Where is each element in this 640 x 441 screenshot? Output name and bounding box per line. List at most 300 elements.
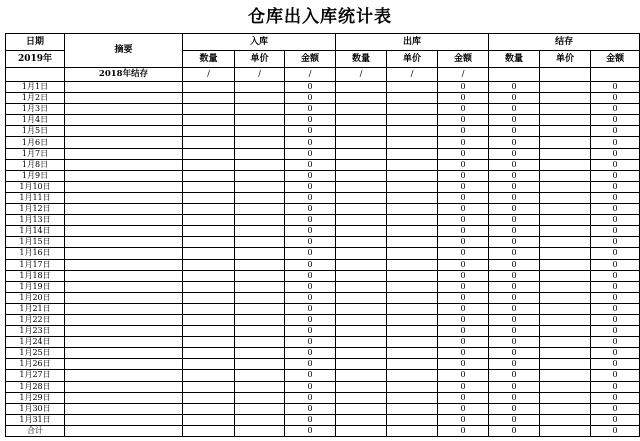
in-price-cell[interactable] [235,159,285,170]
in-amount-cell[interactable]: 0 [285,170,336,181]
in-amount-cell[interactable]: 0 [285,204,336,215]
stock-qty-cell[interactable]: 0 [489,215,540,226]
in-qty-cell[interactable] [183,181,235,192]
out-qty-cell[interactable] [336,204,387,215]
stock-price-cell[interactable] [540,159,591,170]
out-amount-cell[interactable]: 0 [438,425,489,436]
out-qty-cell[interactable] [336,381,387,392]
out-amount-cell[interactable]: 0 [438,348,489,359]
out-price-cell[interactable] [387,237,438,248]
in-qty-cell[interactable] [183,303,235,314]
date-cell[interactable]: 1月25日 [6,348,65,359]
out-price-cell[interactable] [387,359,438,370]
date-cell[interactable]: 1月27日 [6,370,65,381]
out-amount-cell[interactable]: 0 [438,159,489,170]
in-qty-header[interactable]: 数量 [183,51,235,68]
in-amount-cell[interactable]: 0 [285,159,336,170]
out-amount-cell[interactable]: 0 [438,192,489,203]
out-qty-cell[interactable] [336,348,387,359]
stock-amount-cell[interactable]: 0 [591,181,640,192]
stock-price-cell[interactable] [540,237,591,248]
in-amount-cell[interactable]: 0 [285,115,336,126]
out-price-cell[interactable] [387,115,438,126]
stock-qty-cell[interactable]: 0 [489,170,540,181]
carry-out-price-cell[interactable]: / [387,68,438,82]
stock-qty-cell[interactable]: 0 [489,326,540,337]
in-price-cell[interactable] [235,104,285,115]
in-qty-cell[interactable] [183,414,235,425]
in-amount-cell[interactable]: 0 [285,237,336,248]
stock-amount-cell[interactable]: 0 [591,414,640,425]
out-price-cell[interactable] [387,93,438,104]
out-price-cell[interactable] [387,148,438,159]
out-price-cell[interactable] [387,326,438,337]
in-group-header[interactable]: 入库 [183,34,336,51]
stock-price-cell[interactable] [540,148,591,159]
out-amount-cell[interactable]: 0 [438,292,489,303]
out-qty-cell[interactable] [336,137,387,148]
stock-price-header[interactable]: 单价 [540,51,591,68]
in-price-cell[interactable] [235,292,285,303]
out-qty-cell[interactable] [336,170,387,181]
in-price-cell[interactable] [235,237,285,248]
in-price-cell[interactable] [235,425,285,436]
in-qty-cell[interactable] [183,403,235,414]
carry-stock-qty-cell[interactable] [489,68,540,82]
date-cell[interactable]: 1月9日 [6,170,65,181]
in-price-cell[interactable] [235,137,285,148]
out-qty-cell[interactable] [336,226,387,237]
summary-cell[interactable] [65,370,183,381]
out-price-cell[interactable] [387,370,438,381]
stock-amount-cell[interactable]: 0 [591,292,640,303]
stock-qty-cell[interactable]: 0 [489,403,540,414]
summary-cell[interactable] [65,159,183,170]
in-qty-cell[interactable] [183,170,235,181]
carry-date-cell[interactable] [6,68,65,82]
out-price-header[interactable]: 单价 [387,51,438,68]
in-price-cell[interactable] [235,314,285,325]
in-amount-cell[interactable]: 0 [285,359,336,370]
stock-price-cell[interactable] [540,104,591,115]
out-qty-cell[interactable] [336,359,387,370]
summary-cell[interactable] [65,326,183,337]
in-amount-cell[interactable]: 0 [285,370,336,381]
in-qty-cell[interactable] [183,259,235,270]
out-qty-cell[interactable] [336,392,387,403]
stock-qty-cell[interactable]: 0 [489,259,540,270]
stock-price-cell[interactable] [540,348,591,359]
in-qty-cell[interactable] [183,381,235,392]
out-amount-cell[interactable]: 0 [438,237,489,248]
date-cell[interactable]: 合计 [6,425,65,436]
in-price-cell[interactable] [235,148,285,159]
out-qty-cell[interactable] [336,181,387,192]
in-amount-header[interactable]: 金额 [285,51,336,68]
out-price-cell[interactable] [387,126,438,137]
summary-cell[interactable] [65,270,183,281]
summary-cell[interactable] [65,137,183,148]
in-price-cell[interactable] [235,281,285,292]
summary-cell[interactable] [65,403,183,414]
stock-amount-cell[interactable]: 0 [591,104,640,115]
in-qty-cell[interactable] [183,126,235,137]
summary-cell[interactable] [65,337,183,348]
stock-qty-cell[interactable]: 0 [489,248,540,259]
stock-qty-cell[interactable]: 0 [489,414,540,425]
in-amount-cell[interactable]: 0 [285,82,336,93]
stock-price-cell[interactable] [540,314,591,325]
stock-qty-cell[interactable]: 0 [489,204,540,215]
summary-cell[interactable] [65,381,183,392]
stock-price-cell[interactable] [540,281,591,292]
in-amount-cell[interactable]: 0 [285,425,336,436]
stock-amount-cell[interactable]: 0 [591,359,640,370]
out-amount-cell[interactable]: 0 [438,359,489,370]
in-amount-cell[interactable]: 0 [285,314,336,325]
carry-stock-amount-cell[interactable] [591,68,640,82]
out-amount-cell[interactable]: 0 [438,226,489,237]
stock-amount-cell[interactable]: 0 [591,381,640,392]
stock-qty-cell[interactable]: 0 [489,137,540,148]
stock-amount-header[interactable]: 金额 [591,51,640,68]
stock-amount-cell[interactable]: 0 [591,425,640,436]
in-qty-cell[interactable] [183,226,235,237]
date-cell[interactable]: 1月8日 [6,159,65,170]
date-cell[interactable]: 1月6日 [6,137,65,148]
in-qty-cell[interactable] [183,237,235,248]
in-price-cell[interactable] [235,248,285,259]
date-cell[interactable]: 1月26日 [6,359,65,370]
stock-qty-cell[interactable]: 0 [489,359,540,370]
in-qty-cell[interactable] [183,93,235,104]
stock-amount-cell[interactable]: 0 [591,370,640,381]
stock-price-cell[interactable] [540,137,591,148]
date-cell[interactable]: 1月23日 [6,326,65,337]
summary-cell[interactable] [65,237,183,248]
in-price-header[interactable]: 单价 [235,51,285,68]
date-cell[interactable]: 1月20日 [6,292,65,303]
summary-cell[interactable] [65,126,183,137]
carry-stock-price-cell[interactable] [540,68,591,82]
stock-amount-cell[interactable]: 0 [591,170,640,181]
summary-cell[interactable] [65,392,183,403]
out-amount-cell[interactable]: 0 [438,381,489,392]
out-price-cell[interactable] [387,392,438,403]
out-price-cell[interactable] [387,159,438,170]
stock-price-cell[interactable] [540,170,591,181]
in-price-cell[interactable] [235,348,285,359]
summary-cell[interactable] [65,348,183,359]
in-qty-cell[interactable] [183,137,235,148]
in-amount-cell[interactable]: 0 [285,181,336,192]
stock-price-cell[interactable] [540,425,591,436]
stock-group-header[interactable]: 结存 [489,34,640,51]
carry-in-qty-cell[interactable]: / [183,68,235,82]
in-amount-cell[interactable]: 0 [285,292,336,303]
out-amount-cell[interactable]: 0 [438,281,489,292]
out-price-cell[interactable] [387,414,438,425]
in-amount-cell[interactable]: 0 [285,303,336,314]
stock-price-cell[interactable] [540,292,591,303]
summary-header-cell[interactable]: 摘要 [65,34,183,68]
out-amount-cell[interactable]: 0 [438,403,489,414]
summary-cell[interactable] [65,359,183,370]
stock-price-cell[interactable] [540,403,591,414]
stock-price-cell[interactable] [540,381,591,392]
out-price-cell[interactable] [387,170,438,181]
stock-amount-cell[interactable]: 0 [591,159,640,170]
date-cell[interactable]: 1月7日 [6,148,65,159]
in-qty-cell[interactable] [183,425,235,436]
stock-qty-header[interactable]: 数量 [489,51,540,68]
out-qty-cell[interactable] [336,115,387,126]
out-price-cell[interactable] [387,425,438,436]
date-cell[interactable]: 1月13日 [6,215,65,226]
carry-out-amount-cell[interactable]: / [438,68,489,82]
out-qty-cell[interactable] [336,281,387,292]
stock-amount-cell[interactable]: 0 [591,215,640,226]
out-amount-cell[interactable]: 0 [438,303,489,314]
date-cell[interactable]: 1月4日 [6,115,65,126]
in-amount-cell[interactable]: 0 [285,348,336,359]
out-amount-cell[interactable]: 0 [438,181,489,192]
out-qty-cell[interactable] [336,337,387,348]
out-amount-cell[interactable]: 0 [438,115,489,126]
carry-in-price-cell[interactable]: / [235,68,285,82]
in-price-cell[interactable] [235,115,285,126]
stock-price-cell[interactable] [540,303,591,314]
stock-qty-cell[interactable]: 0 [489,370,540,381]
in-price-cell[interactable] [235,337,285,348]
in-price-cell[interactable] [235,370,285,381]
out-amount-header[interactable]: 金额 [438,51,489,68]
stock-qty-cell[interactable]: 0 [489,381,540,392]
out-qty-cell[interactable] [336,326,387,337]
stock-amount-cell[interactable]: 0 [591,403,640,414]
out-price-cell[interactable] [387,270,438,281]
summary-cell[interactable] [65,248,183,259]
in-qty-cell[interactable] [183,314,235,325]
in-amount-cell[interactable]: 0 [285,192,336,203]
out-amount-cell[interactable]: 0 [438,215,489,226]
stock-qty-cell[interactable]: 0 [489,392,540,403]
out-amount-cell[interactable]: 0 [438,204,489,215]
date-cell[interactable]: 1月22日 [6,314,65,325]
out-amount-cell[interactable]: 0 [438,170,489,181]
stock-price-cell[interactable] [540,359,591,370]
date-cell[interactable]: 1月5日 [6,126,65,137]
stock-price-cell[interactable] [540,337,591,348]
stock-amount-cell[interactable]: 0 [591,303,640,314]
stock-qty-cell[interactable]: 0 [489,159,540,170]
in-price-cell[interactable] [235,381,285,392]
stock-qty-cell[interactable]: 0 [489,270,540,281]
out-qty-header[interactable]: 数量 [336,51,387,68]
in-price-cell[interactable] [235,326,285,337]
in-qty-cell[interactable] [183,192,235,203]
stock-qty-cell[interactable]: 0 [489,115,540,126]
date-cell[interactable]: 1月29日 [6,392,65,403]
in-qty-cell[interactable] [183,215,235,226]
stock-price-cell[interactable] [540,115,591,126]
in-qty-cell[interactable] [183,248,235,259]
out-amount-cell[interactable]: 0 [438,370,489,381]
summary-cell[interactable] [65,215,183,226]
date-cell[interactable]: 1月16日 [6,248,65,259]
out-amount-cell[interactable]: 0 [438,337,489,348]
in-amount-cell[interactable]: 0 [285,381,336,392]
summary-cell[interactable] [65,170,183,181]
date-cell[interactable]: 1月19日 [6,281,65,292]
out-amount-cell[interactable]: 0 [438,414,489,425]
out-amount-cell[interactable]: 0 [438,326,489,337]
date-cell[interactable]: 1月3日 [6,104,65,115]
out-price-cell[interactable] [387,181,438,192]
in-amount-cell[interactable]: 0 [285,414,336,425]
in-amount-cell[interactable]: 0 [285,126,336,137]
stock-amount-cell[interactable]: 0 [591,314,640,325]
out-price-cell[interactable] [387,192,438,203]
out-qty-cell[interactable] [336,215,387,226]
stock-price-cell[interactable] [540,93,591,104]
out-amount-cell[interactable]: 0 [438,104,489,115]
stock-qty-cell[interactable]: 0 [489,93,540,104]
out-qty-cell[interactable] [336,104,387,115]
in-amount-cell[interactable]: 0 [285,403,336,414]
in-amount-cell[interactable]: 0 [285,215,336,226]
date-cell[interactable]: 1月24日 [6,337,65,348]
out-price-cell[interactable] [387,314,438,325]
stock-amount-cell[interactable]: 0 [591,137,640,148]
stock-price-cell[interactable] [540,392,591,403]
date-cell[interactable]: 1月1日 [6,82,65,93]
out-price-cell[interactable] [387,137,438,148]
out-price-cell[interactable] [387,226,438,237]
stock-qty-cell[interactable]: 0 [489,126,540,137]
in-price-cell[interactable] [235,414,285,425]
stock-price-cell[interactable] [540,326,591,337]
date-cell[interactable]: 1月31日 [6,414,65,425]
out-qty-cell[interactable] [336,370,387,381]
out-qty-cell[interactable] [336,303,387,314]
out-amount-cell[interactable]: 0 [438,126,489,137]
stock-qty-cell[interactable]: 0 [489,303,540,314]
stock-price-cell[interactable] [540,226,591,237]
out-qty-cell[interactable] [336,314,387,325]
summary-cell[interactable] [65,425,183,436]
out-qty-cell[interactable] [336,292,387,303]
out-price-cell[interactable] [387,348,438,359]
summary-cell[interactable] [65,414,183,425]
in-price-cell[interactable] [235,181,285,192]
date-cell[interactable]: 1月11日 [6,192,65,203]
stock-qty-cell[interactable]: 0 [489,148,540,159]
in-amount-cell[interactable]: 0 [285,148,336,159]
in-qty-cell[interactable] [183,270,235,281]
out-amount-cell[interactable]: 0 [438,392,489,403]
date-cell[interactable]: 1月17日 [6,259,65,270]
out-price-cell[interactable] [387,281,438,292]
stock-price-cell[interactable] [540,414,591,425]
in-price-cell[interactable] [235,270,285,281]
in-qty-cell[interactable] [183,370,235,381]
stock-qty-cell[interactable]: 0 [489,314,540,325]
stock-qty-cell[interactable]: 0 [489,425,540,436]
out-amount-cell[interactable]: 0 [438,93,489,104]
carry-summary-cell[interactable]: 2018年结存 [65,68,183,82]
summary-cell[interactable] [65,82,183,93]
stock-qty-cell[interactable]: 0 [489,348,540,359]
in-amount-cell[interactable]: 0 [285,248,336,259]
stock-amount-cell[interactable]: 0 [591,192,640,203]
in-price-cell[interactable] [235,259,285,270]
out-amount-cell[interactable]: 0 [438,314,489,325]
out-qty-cell[interactable] [336,82,387,93]
out-price-cell[interactable] [387,337,438,348]
out-qty-cell[interactable] [336,403,387,414]
summary-cell[interactable] [65,93,183,104]
in-qty-cell[interactable] [183,159,235,170]
stock-amount-cell[interactable]: 0 [591,126,640,137]
in-price-cell[interactable] [235,215,285,226]
stock-price-cell[interactable] [540,192,591,203]
stock-amount-cell[interactable]: 0 [591,270,640,281]
date-cell[interactable]: 1月18日 [6,270,65,281]
summary-cell[interactable] [65,148,183,159]
stock-amount-cell[interactable]: 0 [591,204,640,215]
in-qty-cell[interactable] [183,82,235,93]
out-qty-cell[interactable] [336,259,387,270]
date-cell[interactable]: 1月12日 [6,204,65,215]
stock-qty-cell[interactable]: 0 [489,181,540,192]
stock-amount-cell[interactable]: 0 [591,259,640,270]
in-amount-cell[interactable]: 0 [285,270,336,281]
date-cell[interactable]: 1月15日 [6,237,65,248]
in-qty-cell[interactable] [183,359,235,370]
in-price-cell[interactable] [235,403,285,414]
stock-amount-cell[interactable]: 0 [591,337,640,348]
date-cell[interactable]: 1月28日 [6,381,65,392]
stock-qty-cell[interactable]: 0 [489,192,540,203]
out-qty-cell[interactable] [336,270,387,281]
in-amount-cell[interactable]: 0 [285,259,336,270]
in-qty-cell[interactable] [183,104,235,115]
out-amount-cell[interactable]: 0 [438,270,489,281]
out-amount-cell[interactable]: 0 [438,148,489,159]
stock-amount-cell[interactable]: 0 [591,115,640,126]
out-price-cell[interactable] [387,403,438,414]
in-price-cell[interactable] [235,192,285,203]
in-amount-cell[interactable]: 0 [285,281,336,292]
in-price-cell[interactable] [235,359,285,370]
stock-price-cell[interactable] [540,248,591,259]
out-price-cell[interactable] [387,248,438,259]
stock-amount-cell[interactable]: 0 [591,248,640,259]
in-amount-cell[interactable]: 0 [285,326,336,337]
stock-amount-cell[interactable]: 0 [591,281,640,292]
in-qty-cell[interactable] [183,115,235,126]
in-price-cell[interactable] [235,392,285,403]
stock-amount-cell[interactable]: 0 [591,237,640,248]
summary-cell[interactable] [65,104,183,115]
stock-price-cell[interactable] [540,181,591,192]
summary-cell[interactable] [65,259,183,270]
in-price-cell[interactable] [235,226,285,237]
in-price-cell[interactable] [235,126,285,137]
out-group-header[interactable]: 出库 [336,34,489,51]
in-qty-cell[interactable] [183,392,235,403]
